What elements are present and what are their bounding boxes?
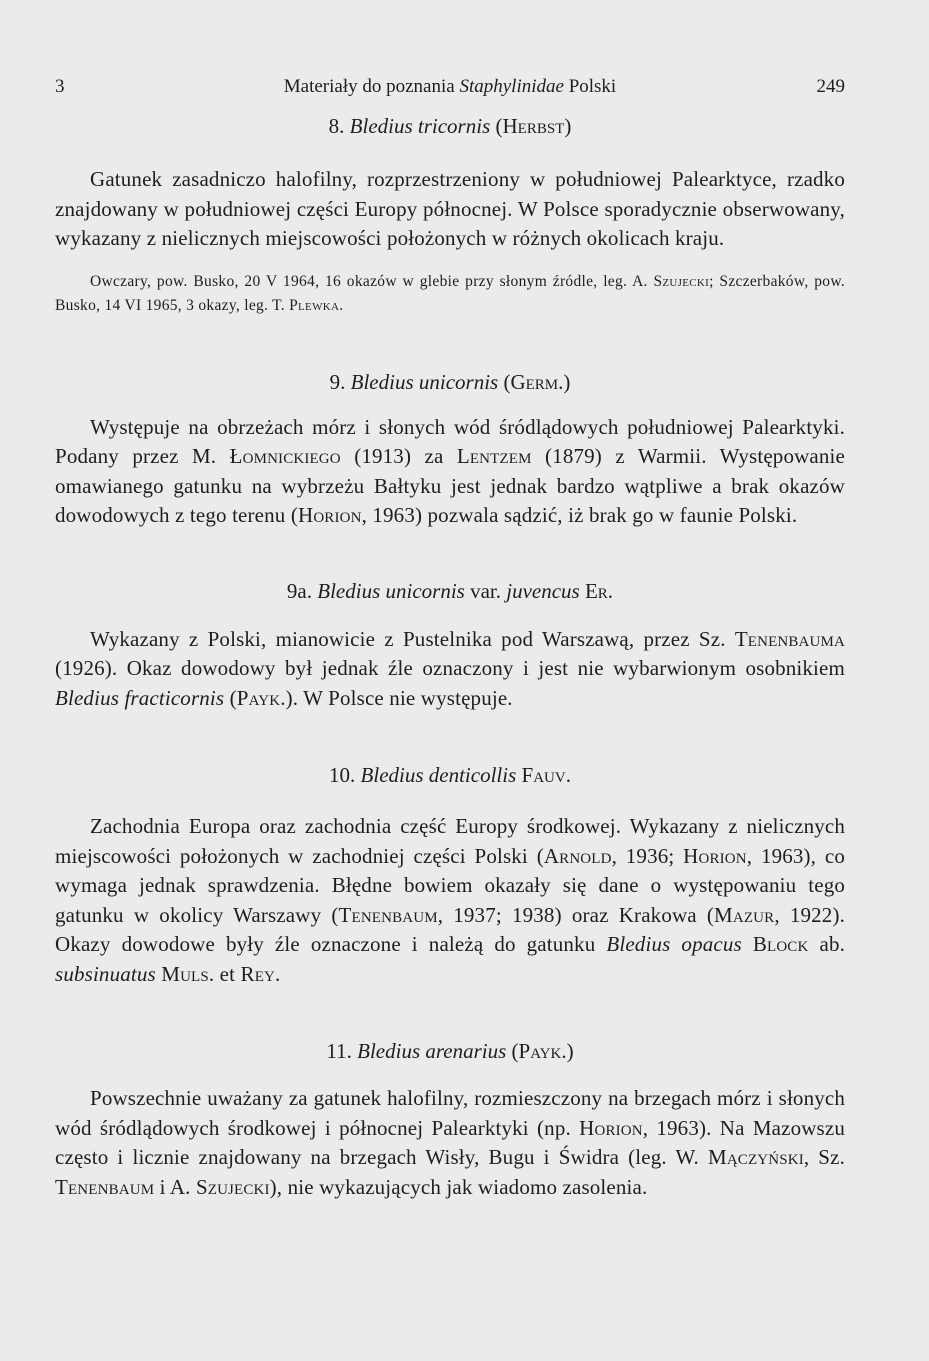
paragraph-9: Występuje na obrzeżach mórz i słonych wód śródlądowych południowej Palearktyki. Podany przez M. Łomnickiego (1913) za Lentzem (1879) z Warmii. Występowanie omawianego gatunku na wybrzeżu Bałtyku jest jednak bardzo wątpliwe a brak okazów dowodowych z tego terenu (Horion, 1963) pozwala sądzić, iż brak go w faunie Polski. xyxy=(55,414,845,527)
right-page-number: 249 xyxy=(816,76,845,97)
species-heading-11: 11. Bledius arenarius (Payk.) xyxy=(326,1039,574,1063)
paragraph-11: Powszechnie uważany za gatunek halofilny, rozmieszczony na brzegach mórz i słonych wód śródlądowych środkowej i północnej Palearktyki (np. Horion, 1963). Na Mazowszu często i licznie znajdowany na brzegach Wisły, Bugu i Świdra (leg. W. Mączyński, Sz. Tenenbaum i A. Szujecki), nie wykazujących jak wiadomo zasolenia. xyxy=(55,1086,846,1199)
species-heading-9a: 9a. Bledius unicornis var. juvencus Er. xyxy=(286,578,614,603)
left-page-number: 3 xyxy=(55,76,65,97)
species-heading-8: 8. Bledius tricornis (Herbst) xyxy=(328,114,572,138)
running-header xyxy=(55,68,845,98)
paragraph-9a: Wykazany z Polski, mianowicie z Pustelnika pod Warszawą, przez Sz. Tenenbauma (1926). Okaz dowodowy był jednak źle oznaczony i jest nie wybarwionym osobnikiem Bledius fracticornis (Payk.). W Polsce nie występuje. xyxy=(55,626,845,710)
paragraph-8: Gatunek zasadniczo halofilny, rozprzestrzeniony w południowej Palearktyce, rzadko znajdowany w południowej części Europy północnej. W Polsce sporadycznie obserwowany, wykazany z nielicznych miejscowości położonych w różnych okolicach kraju. xyxy=(55,167,845,250)
species-heading-9: 9. Bledius unicornis (Germ.) xyxy=(329,369,571,394)
page xyxy=(55,68,845,1202)
running-title: Materiały do poznania Staphylinidae Polski xyxy=(283,76,617,97)
records-8: Owczary, pow. Busko, 20 V 1964, 16 okazów w glebie przy słonym źródle, leg. A. Szujecki; Szczerbaków, pow. Busko, 14 VI 1965, 3 okazy, leg. T. Plewka. xyxy=(55,272,845,314)
paragraph-10: Zachodnia Europa oraz zachodnia część Europy środkowej. Wykazany z nielicznych miejscowości położonych w zachodniej części Polski (Arnold, 1936; Horion, 1963), co wymaga jednak sprawdzenia. Błędne bowiem okazały się dane o występowaniu tego gatunku w okolicy Warszawy (Tenenbaum, 1937; 1938) oraz Krakowa (Mazur, 1922). Okazy dowodowe były źle oznaczone i należą do gatunku Bledius opacus Block ab. subsinuatus Muls. et Rey. xyxy=(55,814,845,986)
species-heading-10: 10. Bledius denticollis Fauv. xyxy=(329,763,571,787)
